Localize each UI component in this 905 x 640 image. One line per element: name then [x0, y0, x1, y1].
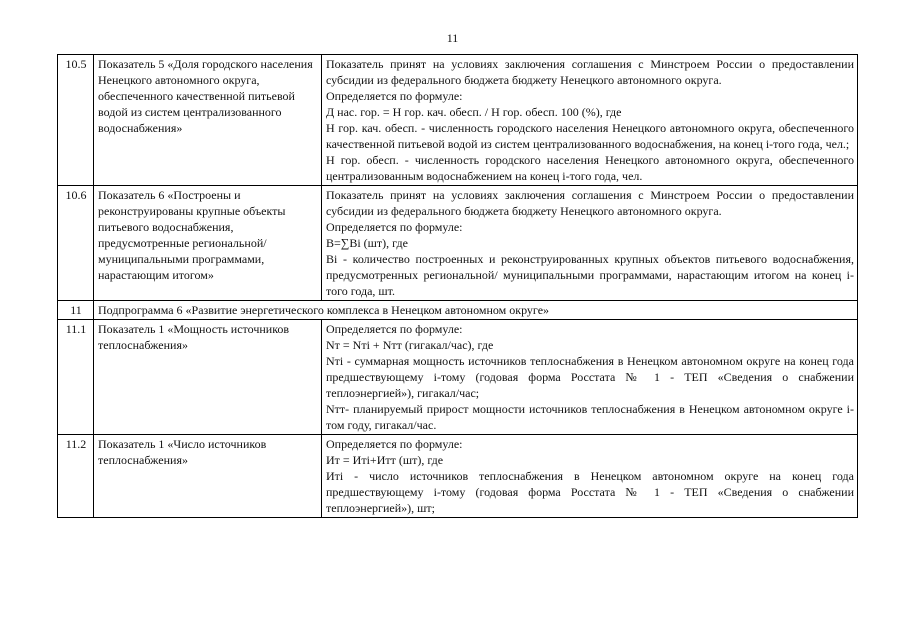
indicator-name: Показатель 1 «Число источников теплоснабжения»: [94, 435, 322, 518]
desc-paragraph: Н гор. кач. обесп. - численность городского населения Ненецкого автономного округа, обеспеченного качественной питьевой водой из систем централизованного водоснабжения, на конец i-того года, чел.;: [326, 121, 854, 151]
formula: Д нас. гор. = Н гор. кач. обесп. / Н гор. обесп. 100 (%), где: [326, 105, 622, 119]
indicator-description: [322, 186, 858, 301]
page-number: 11: [446, 31, 459, 45]
row-number: 10.5: [58, 55, 94, 186]
desc-paragraph: Nтт- планируемый прирост мощности источников теплоснабжения в Ненецком автономном округе i-том году, гигакал/час.: [326, 402, 854, 432]
formula: Ит = Итi+Итт (шт), где: [326, 453, 444, 467]
desc-paragraph: Показатель принят на условиях заключения соглашения с Минстроем России о предоставлении субсидии из федерального бюджета бюджету Ненецкого автономного округа.: [326, 57, 854, 87]
desc-paragraph: Определяется по формуле:: [326, 322, 463, 336]
table-row: [58, 320, 858, 435]
table-row: [58, 186, 858, 301]
desc-paragraph: Определяется по формуле:: [326, 220, 463, 234]
desc-paragraph: Bi - количество построенных и реконструированных крупных объектов питьевого водоснабжения, предусмотренных региональной/ муниципальными программами, нарастающим итогом на конец i-того года, шт.: [326, 252, 854, 298]
indicator-name: Показатель 1 «Мощность источников теплоснабжения»: [94, 320, 322, 435]
formula: Nт = Nтi + Nтт (гигакал/час), где: [326, 338, 494, 352]
row-number: 11: [58, 301, 94, 320]
indicators-table: [57, 54, 858, 518]
desc-paragraph: Итi - число источников теплоснабжения в Ненецком автономном округе на конец года предшествующему i-тому (годовая форма Росстата № 1 - ТЕП «Сведения о снабжении теплоэнергией»), шт;: [326, 469, 854, 515]
section-title: Подпрограмма 6 «Развитие энергетического комплекса в Ненецком автономном округе»: [94, 301, 858, 320]
formula: B=∑Bi (шт), где: [326, 236, 408, 250]
table-row: [58, 55, 858, 186]
desc-paragraph: Определяется по формуле:: [326, 89, 463, 103]
indicator-name: Показатель 5 «Доля городского населения Ненецкого автономного округа, обеспеченного качественной питьевой водой из систем централизованного водоснабжения»: [94, 55, 322, 186]
indicator-name: Показатель 6 «Построены и реконструированы крупные объекты питьевого водоснабжения, предусмотренные региональной/ муниципальными программами, нарастающим итогом»: [94, 186, 322, 301]
indicator-description: [322, 435, 858, 518]
section-row: [58, 301, 858, 320]
desc-paragraph: Nтi - суммарная мощность источников теплоснабжения в Ненецком автономном округе на конец года предшествующему i-тому (годовая форма Росстата № 1 - ТЕП «Сведения о снабжении теплоэнергией»), гигакал/час;: [326, 354, 854, 400]
desc-paragraph: Н гор. обесп. - численность городского населения Ненецкого автономного округа, обеспеченного централизованным водоснабжением на конец i-того года, чел.: [326, 153, 854, 183]
desc-paragraph: Определяется по формуле:: [326, 437, 463, 451]
table-row: [58, 435, 858, 518]
desc-paragraph: Показатель принят на условиях заключения соглашения с Минстроем России о предоставлении субсидии из федерального бюджета бюджету Ненецкого автономного округа.: [326, 188, 854, 218]
indicator-description: [322, 320, 858, 435]
row-number: 11.1: [58, 320, 94, 435]
row-number: 10.6: [58, 186, 94, 301]
indicator-description: [322, 55, 858, 186]
row-number: 11.2: [58, 435, 94, 518]
